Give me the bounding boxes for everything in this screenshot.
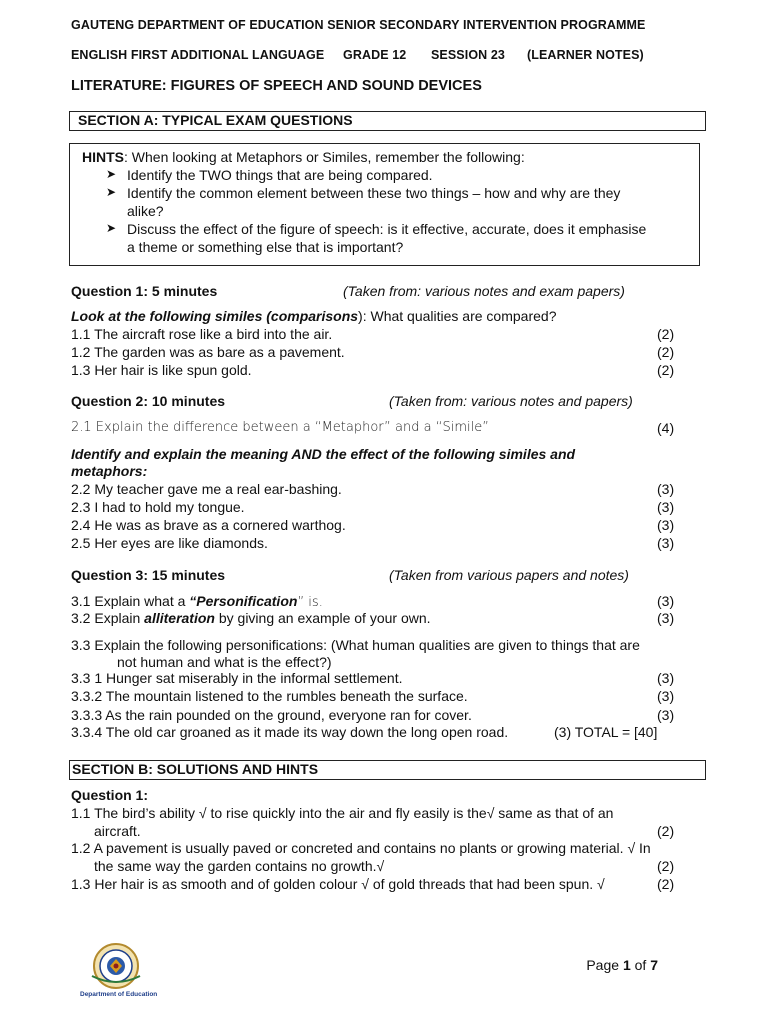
page-title: LITERATURE: FIGURES OF SPEECH AND SOUND DEVICES xyxy=(71,78,482,94)
hints-intro-text: : When looking at Metaphors or Similes, remember the following: xyxy=(124,149,525,165)
q2-mark-1: (4) xyxy=(657,420,675,436)
q3-mark-4: (3) xyxy=(657,670,675,686)
page-total: 7 xyxy=(650,957,658,973)
hints-intro xyxy=(82,149,525,165)
hints-item-3-cont: a theme or something else that is important? xyxy=(127,239,404,255)
page-number xyxy=(586,957,658,973)
header-programme: GAUTENG DEPARTMENT OF EDUCATION SENIOR SECONDARY INTERVENTION PROGRAMME xyxy=(71,18,646,32)
q3-item-6: 3.3.3 As the rain pounded on the ground, everyone ran for cover. xyxy=(71,707,472,723)
q1-instruction xyxy=(71,308,556,324)
q2-source: (Taken from: various notes and papers) xyxy=(389,393,633,409)
q3-mark-7-total: (3) TOTAL = [40] xyxy=(554,724,658,740)
q1-item-1: 1.1 The aircraft rose like a bird into the air. xyxy=(71,326,333,342)
q3-item-1-post: ” is. xyxy=(297,595,323,610)
page-of: of xyxy=(630,957,651,973)
q1-mark-2: (2) xyxy=(657,344,675,360)
arrow-bullet-icon: ➤ xyxy=(106,221,117,235)
q3-title: Question 3: 15 minutes xyxy=(71,567,226,583)
header-notes: (LEARNER NOTES) xyxy=(527,48,644,62)
page-current: 1 xyxy=(622,957,631,973)
q3-item-5: 3.3.2 The mountain listened to the rumbles beneath the surface. xyxy=(71,688,468,704)
q1-instruction-rest: ): What qualities are compared? xyxy=(358,308,557,324)
q3-mark-6: (3) xyxy=(657,707,675,723)
hints-item-1-text: Identify the TWO things that are being compared. xyxy=(127,167,433,183)
q3-item-2-bold: alliteration xyxy=(144,610,215,626)
section-b-title: SECTION B: SOLUTIONS AND HINTS xyxy=(72,761,319,777)
sol-mark-3: (2) xyxy=(657,876,675,892)
q3-source: (Taken from various papers and notes) xyxy=(389,567,629,583)
q1-source: (Taken from: various notes and exam papers) xyxy=(343,283,625,299)
hints-item-2-text: Identify the common element between these two things – how and why are they xyxy=(127,185,621,201)
q1-title: Question 1: 5 minutes xyxy=(71,283,218,299)
q2-item-1: 2.1 Explain the difference between a “Metaphor” and a “Simile” xyxy=(71,420,489,435)
q2-mark-3: (3) xyxy=(657,499,675,515)
q2-mark-5: (3) xyxy=(657,535,675,551)
sol-mark-2: (2) xyxy=(657,858,675,874)
q1-mark-1: (2) xyxy=(657,326,675,342)
header-subject: ENGLISH FIRST ADDITIONAL LANGUAGE xyxy=(71,48,325,62)
q2-item-4: 2.4 He was as brave as a cornered warthog. xyxy=(71,517,346,533)
q3-item-2-pre: 3.2 Explain xyxy=(71,610,145,626)
q2-mark-4: (3) xyxy=(657,517,675,533)
q3-item-7: 3.3.4 The old car groaned as it made its way down the long open road. xyxy=(71,724,509,740)
logo-caption: Department of Education xyxy=(80,991,158,998)
sol-item-2a: 1.2 A pavement is usually paved or concreted and contains no plants or growing material. √ In xyxy=(71,840,651,856)
sol-item-1b: aircraft. xyxy=(94,823,141,839)
page-label: Page xyxy=(586,957,623,973)
q3-item-1-bold: “Personification xyxy=(189,593,298,609)
header-session: SESSION 23 xyxy=(431,48,505,62)
sol-item-1a: 1.1 The bird’s ability √ to rise quickly into the air and fly easily is the√ same as that of an xyxy=(71,805,614,821)
q3-item-2-post: by giving an example of your own. xyxy=(214,610,431,626)
q3-mark-5: (3) xyxy=(657,688,675,704)
arrow-bullet-icon: ➤ xyxy=(106,185,117,199)
hints-label: HINTS xyxy=(82,149,124,165)
hints-item-3-text: Discuss the effect of the figure of speech: is it effective, accurate, does it emphasise xyxy=(127,221,647,237)
q2-item-5: 2.5 Her eyes are like diamonds. xyxy=(71,535,268,551)
q1-item-2: 1.2 The garden was as bare as a pavement. xyxy=(71,344,345,360)
q2-title: Question 2: 10 minutes xyxy=(71,393,226,409)
q3-item-3a: 3.3 Explain the following personifications: (What human qualities are given to things that are xyxy=(71,637,640,653)
q3-item-1 xyxy=(71,593,323,610)
hints-item-1 xyxy=(106,167,433,183)
q3-mark-2: (3) xyxy=(657,610,675,626)
q2-mark-2: (3) xyxy=(657,481,675,497)
hints-item-2-cont: alike? xyxy=(127,203,164,219)
q2-instruction-a: Identify and explain the meaning AND the effect of the following similes and xyxy=(71,446,576,462)
hints-item-3 xyxy=(106,221,647,237)
q1-item-3: 1.3 Her hair is like spun gold. xyxy=(71,362,252,378)
q2-item-3: 2.3 I had to hold my tongue. xyxy=(71,499,245,515)
q3-item-1-pre: 3.1 Explain what a xyxy=(71,593,190,609)
sol-item-2b: the same way the garden contains no growth.√ xyxy=(94,858,385,874)
q3-mark-1: (3) xyxy=(657,593,675,609)
q2-instruction-b: metaphors: xyxy=(71,463,148,479)
q3-item-2 xyxy=(71,610,431,626)
hints-item-2 xyxy=(106,185,621,201)
q2-item-2: 2.2 My teacher gave me a real ear-bashing. xyxy=(71,481,342,497)
sol-title: Question 1: xyxy=(71,787,149,803)
sol-item-3: 1.3 Her hair is as smooth and of golden colour √ of gold threads that had been spun. √ xyxy=(71,876,605,892)
header-grade: GRADE 12 xyxy=(343,48,407,62)
sol-mark-1: (2) xyxy=(657,823,675,839)
q3-item-4: 3.3 1 Hunger sat miserably in the informal settlement. xyxy=(71,670,403,686)
q1-mark-3: (2) xyxy=(657,362,675,378)
gauteng-logo xyxy=(80,940,158,1002)
arrow-bullet-icon: ➤ xyxy=(106,167,117,181)
section-a-title: SECTION A: TYPICAL EXAM QUESTIONS xyxy=(78,112,353,128)
q3-item-3b: not human and what is the effect?) xyxy=(117,654,332,670)
q1-instruction-bold: Look at the following similes (comparisons xyxy=(71,308,359,324)
